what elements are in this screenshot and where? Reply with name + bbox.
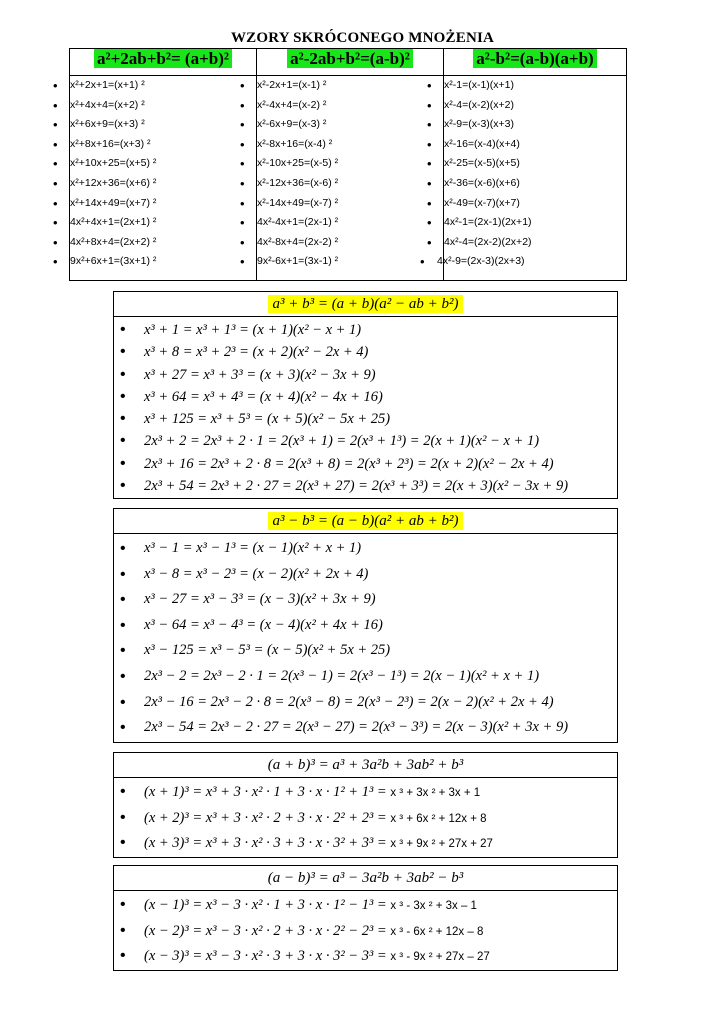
header-sum-square: a²+2ab+b²= (a+b)² xyxy=(70,49,257,76)
expansion-formula: (x − 3)³ = x³ − 3 · x² · 3 + 3 · x · 3² − 3³ = xyxy=(144,948,391,964)
formula-item: • 2x³ − 2 = 2x³ − 2 · 1 = 2(x³ − 1) = 2(x³ − 1³) = 2(x − 1)(x² + x + 1) xyxy=(144,664,617,690)
cube-of-difference-list xyxy=(114,891,617,970)
formula-item: • 9x²+6x+1=(3x+1) ² xyxy=(70,252,256,272)
formula-item: • x²-49=(x-7)(x+7) xyxy=(444,194,626,214)
formula-item: • x²-1=(x-1)(x+1) xyxy=(444,76,626,96)
formula-item: • x³ − 64 = x³ − 4³ = (x − 4)(x² + 4x + 16) xyxy=(144,613,617,639)
formula-item: • x³ + 8 = x³ + 2³ = (x + 2)(x² − 2x + 4) xyxy=(144,341,617,363)
expansion-formula: (x − 2)³ = x³ − 3 · x² · 2 + 3 · x · 2² − 2³ = xyxy=(144,922,391,939)
formula-item: • 9x²-6x+1=(3x-1) ² xyxy=(257,252,443,272)
formula-item: • x²-4x+4=(x-2) ² xyxy=(257,96,443,116)
formula-item: • x²-4=(x-2)(x+2) xyxy=(444,96,626,116)
formula-item: • x²+10x+25=(x+5) ² xyxy=(70,154,256,174)
formula-item: • x³ − 1 = x³ − 1³ = (x − 1)(x² + x + 1) xyxy=(144,536,617,562)
header-diff-of-squares: a²-b²=(a-b)(a+b) xyxy=(444,49,627,76)
expansion-result: x ³ + 3x ² + 3x + 1 xyxy=(390,787,481,799)
formula-item xyxy=(144,806,617,832)
formula-item: • x³ + 64 = x³ + 4³ = (x + 4)(x² − 4x + 16) xyxy=(144,386,617,408)
formula-item: • 4x²-8x+4=(2x-2) ² xyxy=(257,233,443,253)
formula-item: • x²-8x+16=(x-4) ² xyxy=(257,135,443,155)
formula-item xyxy=(144,893,617,919)
formula-item: • x²+12x+36=(x+6) ² xyxy=(70,174,256,194)
formula-item: • 4x²+8x+4=(2x+2) ² xyxy=(70,233,256,253)
formula-item: • x²-16=(x-4)(x+4) xyxy=(444,135,626,155)
cube-of-sum-box xyxy=(113,752,618,858)
formula-item: • x²-6x+9=(x-3) ² xyxy=(257,115,443,135)
formula-item: • 4x²-4=(2x-2)(2x+2) xyxy=(444,233,626,253)
formula-item xyxy=(144,919,617,945)
expansion-formula: (x + 1)³ = x³ + 3 · x² · 1 + 3 · x · 1² + 1³ = xyxy=(144,784,391,800)
cube-of-sum-list xyxy=(114,778,617,857)
formula-item: • x³ − 27 = x³ − 3³ = (x − 3)(x² + 3x + 9) xyxy=(144,587,617,613)
formula-item: • x²+4x+4=(x+2) ² xyxy=(70,96,256,116)
cube-of-difference-box xyxy=(113,865,618,971)
formula-item xyxy=(144,780,617,806)
formula-item: • x²+8x+16=(x+3) ² xyxy=(70,135,256,155)
expansion-formula: (x + 2)³ = x³ + 3 · x² · 2 + 3 · x · 2² + 2³ = xyxy=(144,809,391,826)
sum-square-column xyxy=(70,76,257,281)
formula-item: • x²+6x+9=(x+3) ² xyxy=(70,115,256,135)
formula-item: • x³ + 1 = x³ + 1³ = (x + 1)(x² − x + 1) xyxy=(144,319,617,341)
formula-item: • x²-25=(x-5)(x+5) xyxy=(444,154,626,174)
formula-item: • x³ − 8 = x³ − 2³ = (x − 2)(x² + 2x + 4) xyxy=(144,562,617,588)
formula-item: • x²-9=(x-3)(x+3) xyxy=(444,115,626,135)
expansion-result: x ³ - 6x ² + 12x – 8 xyxy=(390,925,484,938)
formula-item: • 4x²-4x+1=(2x-1) ² xyxy=(257,213,443,233)
formula-item: • 2x³ − 16 = 2x³ − 2 · 8 = 2(x³ − 8) = 2(x³ − 2³) = 2(x − 2)(x² + 2x + 4) xyxy=(144,690,617,716)
expansion-result: x ³ + 6x ² + 12x + 8 xyxy=(390,812,487,825)
formula-item: • x²-10x+25=(x-5) ² xyxy=(257,154,443,174)
expansion-result: x ³ - 3x ² + 3x – 1 xyxy=(390,900,477,912)
formula-item: • 4x²-9=(2x-3)(2x+3) xyxy=(437,252,626,272)
header-diff-square: a²-2ab+b²=(a-b)² xyxy=(257,49,444,76)
formula-item: • 4x²+4x+1=(2x+1) ² xyxy=(70,213,256,233)
difference-of-cubes-list xyxy=(114,534,617,741)
formula-item xyxy=(144,831,617,857)
formula-item: • x²+14x+49=(x+7) ² xyxy=(70,194,256,214)
page-title: WZORY SKRÓCONEGO MNOŻENIA xyxy=(230,30,495,46)
formula-item: • 2x³ − 54 = 2x³ − 2 · 27 = 2(x³ − 27) = 2(x³ − 3³) = 2(x − 3)(x² + 3x + 9) xyxy=(144,715,617,741)
formula-item: • 2x³ + 16 = 2x³ + 2 · 8 = 2(x³ + 8) = 2(x³ + 2³) = 2(x + 2)(x² − 2x + 4) xyxy=(144,453,617,475)
formula-item: • x²-14x+49=(x-7) ² xyxy=(257,194,443,214)
cube-of-sum-formula: (a + b)³ = a³ + 3a²b + 3ab² + b³ xyxy=(114,753,617,778)
formula-item: • x³ − 125 = x³ − 5³ = (x − 5)(x² + 5x + 25) xyxy=(144,638,617,664)
expansion-result: x ³ + 9x ² + 27x + 27 xyxy=(390,838,493,850)
formula-item: • x²-2x+1=(x-1) ² xyxy=(257,76,443,96)
square-formulas-table xyxy=(69,48,627,281)
diff-of-squares-column xyxy=(437,76,627,281)
formula-item xyxy=(144,944,617,970)
formula-item: • x²-36=(x-6)(x+6) xyxy=(444,174,626,194)
formula-item: • x²+2x+1=(x+1) ² xyxy=(70,76,256,96)
difference-of-cubes-box xyxy=(113,508,618,743)
expansion-result: x ³ - 9x ² + 27x – 27 xyxy=(390,951,490,963)
expansion-formula: (x + 3)³ = x³ + 3 · x² · 3 + 3 · x · 3² + 3³ = xyxy=(144,835,391,851)
formula-item: • 4x²-1=(2x-1)(2x+1) xyxy=(444,213,626,233)
sum-of-cubes-formula: a³ + b³ = (a + b)(a² − ab + b²) xyxy=(114,292,617,317)
diff-square-column xyxy=(257,76,444,281)
difference-of-cubes-formula: a³ − b³ = (a − b)(a² + ab + b²) xyxy=(114,509,617,534)
formula-item: • 2x³ + 2 = 2x³ + 2 · 1 = 2(x³ + 1) = 2(x³ + 1³) = 2(x + 1)(x² − x + 1) xyxy=(144,430,617,452)
sum-of-cubes-list xyxy=(114,317,617,497)
formula-item: • x²-12x+36=(x-6) ² xyxy=(257,174,443,194)
cube-of-difference-formula: (a − b)³ = a³ − 3a²b + 3ab² − b³ xyxy=(114,866,617,891)
expansion-formula: (x − 1)³ = x³ − 3 · x² · 1 + 3 · x · 1² − 1³ = xyxy=(144,897,391,913)
formula-item: • x³ + 125 = x³ + 5³ = (x + 5)(x² − 5x + 25) xyxy=(144,408,617,430)
formula-item: • x³ + 27 = x³ + 3³ = (x + 3)(x² − 3x + 9) xyxy=(144,364,617,386)
formula-item: • 2x³ + 54 = 2x³ + 2 · 27 = 2(x³ + 27) = 2(x³ + 3³) = 2(x + 3)(x² − 3x + 9) xyxy=(144,475,617,497)
sum-of-cubes-box xyxy=(113,291,618,499)
